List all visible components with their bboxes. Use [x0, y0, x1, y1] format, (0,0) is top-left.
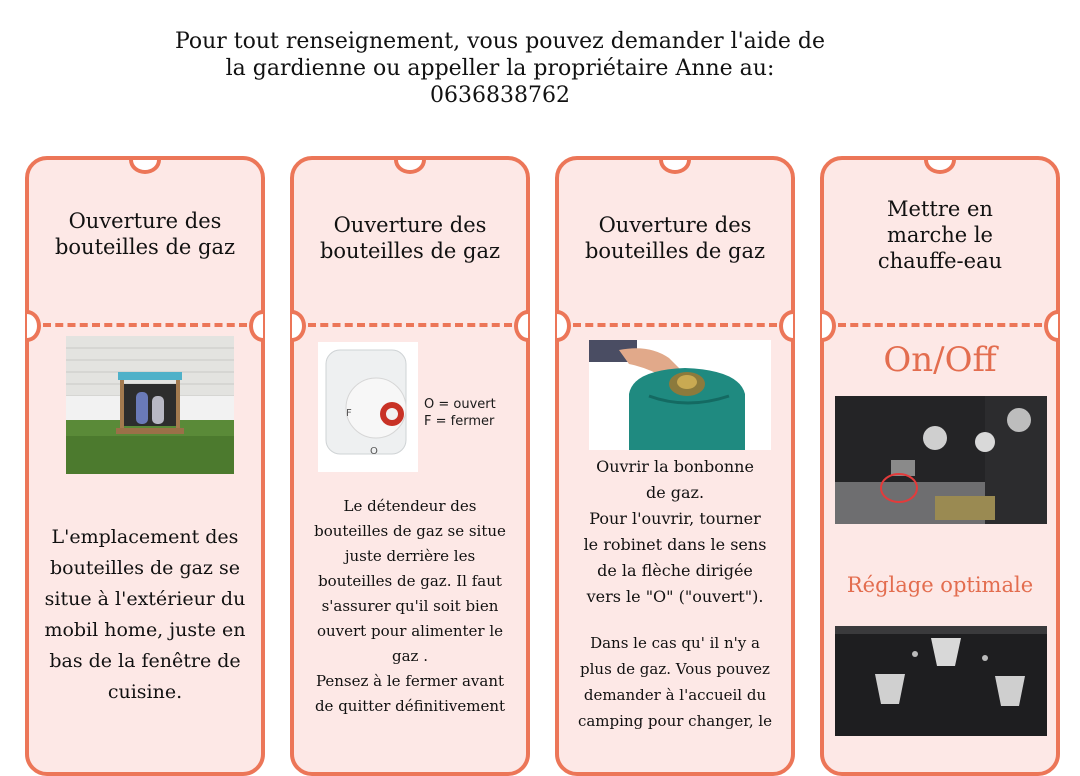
- ticket-notch-left: [543, 310, 571, 342]
- card-body: Ouvrir la bonbonne de gaz. Pour l'ouvrir, tourner le robinet dans le sens de la flèche dirigée vers le "O" ("ouvert").: [583, 457, 767, 606]
- gas-bottle-valve-photo: [589, 340, 771, 450]
- ticket-notch-top: [924, 146, 956, 174]
- ticket-notch-top: [659, 146, 691, 174]
- water-heater-switch-photo: [835, 396, 1047, 524]
- dashed-divider: [308, 323, 512, 327]
- ticket-notch-left: [278, 310, 306, 342]
- card-gas-location: [25, 156, 265, 776]
- water-heater-settings-photo: [835, 626, 1047, 736]
- on-off-label: On/Off: [883, 340, 997, 380]
- ticket-notch-right: [249, 310, 277, 342]
- card-title: Mettre en marche le chauffe-eau: [877, 197, 1003, 273]
- card-title: Ouverture des bouteilles de gaz: [319, 213, 501, 263]
- card-body-extra: Dans le cas qu' il n'y a plus de gaz. Vous pouvez demander à l'accueil du camping pour changer, le: [577, 634, 773, 730]
- card-title: Ouverture des bouteilles de gaz: [584, 213, 766, 263]
- gas-bottle-enclosure-photo: [66, 336, 234, 474]
- ticket-notch-right: [779, 310, 807, 342]
- regulator-photo: [318, 342, 418, 472]
- header-line-3: 0636838762: [430, 83, 570, 108]
- ticket-notch-right: [514, 310, 542, 342]
- ticket-notch-left: [13, 310, 41, 342]
- card-gas-regulator: [290, 156, 530, 776]
- svg-text:O: O: [370, 446, 378, 457]
- dashed-divider: [43, 323, 247, 327]
- ticket-notch-left: [808, 310, 836, 342]
- card-body: Le détendeur des bouteilles de gaz se situe juste derrière les bouteilles de gaz. Il faut s'assurer qu'il soit bien ouvert pour alimenter le gaz . Pensez à le fermer avant de quitter définitivement: [314, 497, 506, 715]
- card-gas-bottle-valve: [555, 156, 795, 776]
- card-body: L'emplacement des bouteilles de gaz se situe à l'extérieur du mobil home, juste en bas de la fenêtre de cuisine.: [44, 526, 246, 703]
- card-title: Ouverture des bouteilles de gaz: [54, 209, 236, 259]
- ticket-notch-top: [394, 146, 426, 174]
- optimal-setting-label: Réglage optimale: [846, 573, 1034, 597]
- dashed-divider: [838, 323, 1042, 327]
- ticket-notch-top: [129, 146, 161, 174]
- svg-text:F: F: [346, 408, 352, 419]
- ticket-notch-right: [1044, 310, 1072, 342]
- card-water-heater: [820, 156, 1060, 776]
- dashed-divider: [573, 323, 777, 327]
- header-line-1: Pour tout renseignement, vous pouvez demander l'aide de: [174, 29, 826, 54]
- regulator-legend: O = ouvert F = fermer: [424, 397, 496, 429]
- info-header: [0, 28, 1080, 109]
- header-line-2: la gardienne ou appeller la propriétaire Anne au:: [225, 56, 775, 81]
